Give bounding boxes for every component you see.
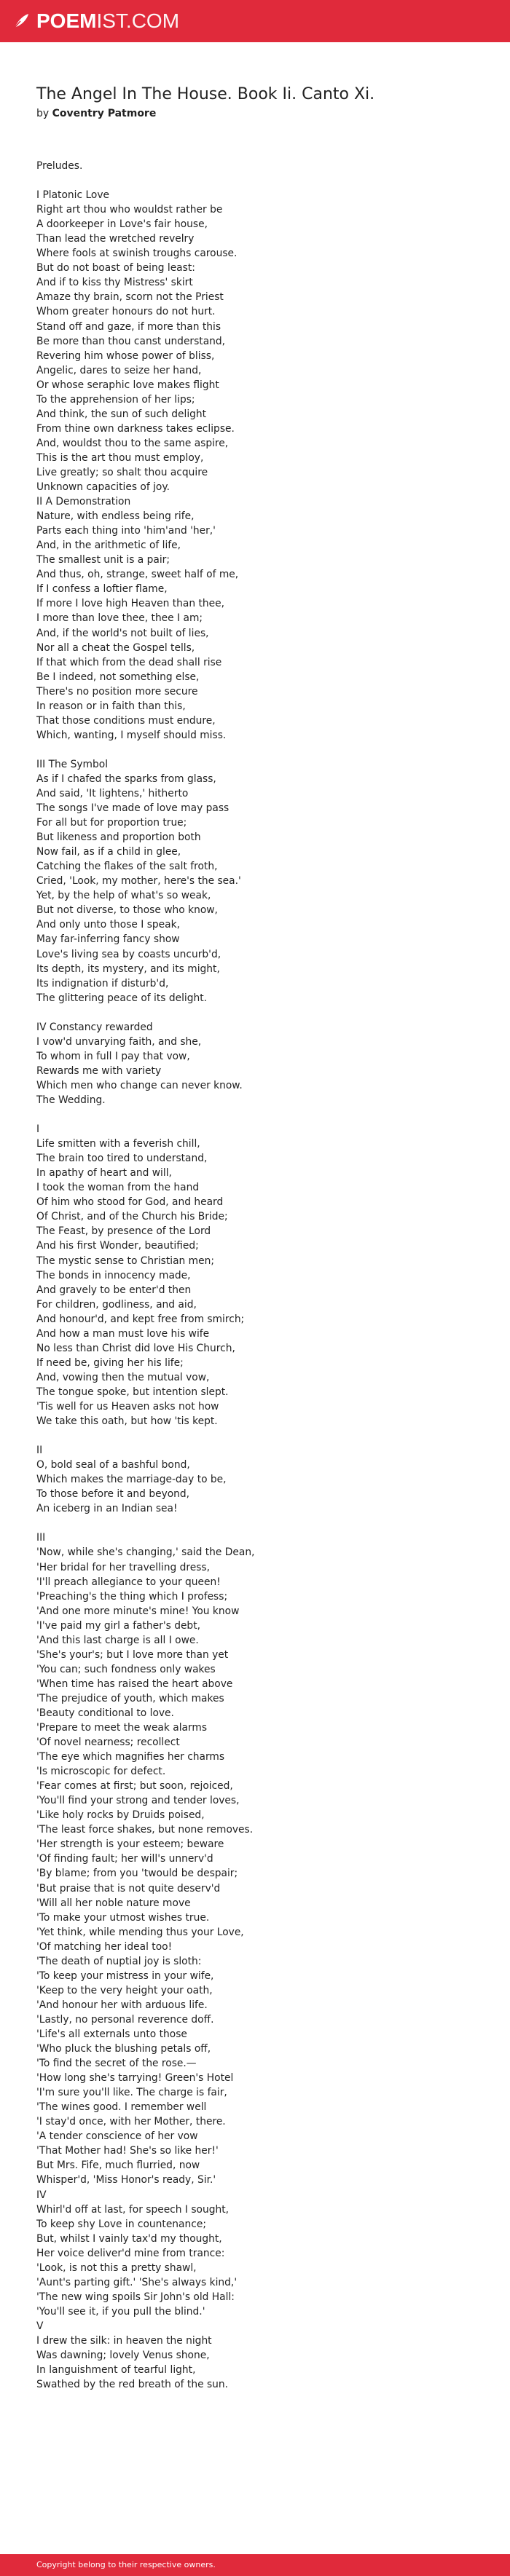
poem-line: In apathy of heart and will, [36,1167,172,1180]
poem-line: If need be, giving her his life; [36,1356,184,1369]
poem-line: The Feast, by presence of the Lord [36,1225,211,1238]
poem-line: But likeness and proportion both [36,831,201,844]
poem-line: Angelic, dares to seize her hand, [36,364,202,376]
poem-line [36,173,474,188]
poem-line: Which men who change can never know. [36,1079,243,1091]
poem-line: I vow'd unvarying faith, and she, [36,1035,202,1048]
poem-line [36,1429,474,1443]
poem-line: 'But praise that is not quite deserv'd [36,1882,221,1895]
poem-line: The Wedding. [36,1094,106,1106]
poem-line: 'When time has raised the heart above [36,1678,233,1690]
site-logo[interactable] [12,9,179,33]
poem-line: 'The death of nuptial joy is sloth: [36,1955,202,1967]
poem-line: And gravely to be enter'd then [36,1284,192,1296]
poem-line: Be I indeed, not something else, [36,671,200,683]
poem-line: 'You'll find your strong and tender loves, [36,1795,240,1807]
poem-line: Of Christ, and of the Church his Bride; [36,1211,228,1223]
poem-line: And if to kiss thy Mistress' skirt [36,277,193,289]
byline [36,106,474,121]
poem-line: This is the art thou must employ, [36,451,204,464]
poem-line: To keep shy Love in countenance; [36,2218,206,2230]
poem-line: The tongue spoke, but intention slept. [36,1386,229,1398]
poem-line: Rewards me with variety [36,1064,162,1077]
poem-line: O, bold seal of a bashful bond, [36,1459,190,1471]
poem-line: 'Life's all externals unto those [36,2028,187,2040]
poem-line: 'Aunt's parting gift.' 'She's always kind,' [36,2276,238,2288]
poem-line: 'Preaching's the thing which I profess; [36,1590,228,1603]
poem-line: 'Her strength is your esteem; beware [36,1838,224,1851]
poem-line: But Mrs. Fife, much flurried, now [36,2160,200,2172]
poem-line: The songs I've made of love may pass [36,802,230,815]
copyright-notice: Copyright belong to their respective owners. [36,2560,216,2569]
poem-line: An iceberg in an Indian sea! [36,1503,178,1515]
poem-header [36,84,474,121]
poem-line: The mystic sense to Christian men; [36,1255,214,1267]
poem-line: 'To make your utmost wishes true. [36,1911,210,1924]
poem-line: And, in the arithmetic of life, [36,540,181,552]
poem-line: For children, godliness, and aid, [36,1298,197,1311]
poem-line: II A Demonstration [36,496,131,508]
poem-line: 'Beauty conditional to love. [36,1707,174,1719]
poem-line: 'Her bridal for her travelling dress, [36,1561,211,1573]
poem-line: I drew the silk: in heaven the night [36,2334,212,2347]
poem-line: There's no position more secure [36,685,198,698]
poem-line: Of him who stood for God, and heard [36,1196,224,1209]
poem-line: Nor all a cheat the Gospel tells, [36,641,195,654]
poem-line: Her voice deliver'd mine from trance: [36,2247,225,2259]
poem-line: 'And honour her with arduous life. [36,1999,208,2011]
logo-text-bold: POEM [36,9,97,32]
poem-line: And his first Wonder, beautified; [36,1240,199,1252]
poem-line: 'That Mother had! She's so like her!' [36,2145,219,2157]
poem-line: And think, the sun of such delight [36,408,207,420]
poem-line: 'I've paid my girl a father's debt, [36,1619,200,1632]
quill-icon [12,12,31,31]
poem-line: And said, 'It lightens,' hitherto [36,788,189,800]
poem-line: 'Now, while she's changing,' said the Dean, [36,1546,255,1559]
poem-line: Its depth, its mystery, and its might, [36,963,220,975]
poem-line: II [36,1445,43,1457]
poem-line: If I confess a loftier flame, [36,583,168,596]
poem-line: 'The new wing spoils Sir John's old Hall: [36,2291,235,2303]
poem-line: 'You can; such fondness only wakes [36,1663,216,1675]
poem-line: 'I stay'd once, with her Mother, there. [36,2116,226,2128]
poem-line: 'Prepare to meet the weak alarms [36,1722,208,1734]
poem-line: For all but for proportion true; [36,817,187,829]
poem-line: 'I'm sure you'll like. The charge is fair, [36,2087,227,2099]
poem-line: Revering him whose power of bliss, [36,349,215,362]
poem-line: To whom in full I pay that vow, [36,1050,190,1062]
poem-line: And, wouldst thou to the same aspire, [36,437,229,449]
poem-line: Parts each thing into 'him'and 'her,' [36,525,216,537]
poem-line: In languishment of tearful light, [36,2364,196,2377]
poem-line: 'The wines good. I remember well [36,2101,207,2114]
poem-line: I more than love thee, thee I am; [36,612,203,625]
poem-line: The smallest unit is a pair; [36,554,170,566]
poem-line: No less than Christ did love His Church, [36,1342,235,1354]
poem-line: Amaze thy brain, scorn not the Priest [36,291,224,304]
poem-line: 'By blame; from you 'twould be despair; [36,1868,238,1880]
poem-line: But not diverse, to those who know, [36,904,218,917]
poem-line: 'Fear comes at first; but soon, rejoiced, [36,1780,233,1793]
poem-line: Right art thou who wouldst rather be [36,204,223,216]
poem-line: Its indignation if disturb'd, [36,977,169,989]
poem-line: From thine own darkness takes eclipse. [36,422,235,435]
poem-line: We take this oath, but how 'tis kept. [36,1415,218,1428]
poem-line: I Platonic Love [36,189,110,202]
poem-line: Cried, 'Look, my mother, here's the sea.' [36,875,241,888]
poem-line: 'Yet think, while mending thus your Love, [36,1926,244,1938]
poem-line: And, vowing then the mutual vow, [36,1371,210,1383]
poem-line: Than lead the wretched revelry [36,233,195,245]
poem-line: If more I love high Heaven than thee, [36,598,225,610]
poem-line: Life smitten with a feverish chill, [36,1138,200,1150]
poem-line: 'To find the secret of the rose.— [36,2058,197,2070]
poem-line: The bonds in innocency made, [36,1269,191,1281]
byline-prefix: by [36,108,50,119]
poem-line: Stand off and gaze, if more than this [36,320,221,333]
poem-line: 'She's your's; but I love more than yet [36,1648,229,1661]
logo-text-light: IST.COM [96,9,180,32]
poem-line [36,1005,474,1020]
poem-line: Which makes the marriage-day to be, [36,1474,227,1486]
poem-line: 'The least force shakes, but none removes. [36,1824,254,1836]
poem-line: III [36,1532,46,1544]
poem-line: And, if the world's not built of lies, [36,627,209,639]
poem-line: To those before it and beyond, [36,1488,190,1501]
poem-line: 'Of matching her ideal too! [36,1940,173,1953]
poem-line [36,1107,474,1122]
poem-line: 'To keep your mistress in your wife, [36,1969,214,1982]
poem-line: Yet, by the help of what's so weak, [36,890,211,902]
poem-line: And only unto those I speak, [36,919,180,931]
poem-line: If that which from the dead shall rise [36,656,222,668]
poem-line: 'Of novel nearness; recollect [36,1737,180,1749]
poem-line: But do not boast of being least: [36,262,195,274]
poem-line: As if I chafed the sparks from glass, [36,773,216,785]
poem-line: 'Will all her noble nature move [36,1897,191,1909]
poem-line: III The Symbol [36,758,109,770]
poem-line: Love's living sea by coasts uncurb'd, [36,948,221,960]
author-link[interactable]: Coventry Patmore [52,108,157,119]
poem-line: 'Of finding fault; her will's unnerv'd [36,1853,213,1865]
poem-line: Where fools at swinish troughs carouse. [36,248,238,260]
site-footer [0,2554,510,2576]
poem-line: Be more than thou canst understand, [36,335,226,347]
poem-line: 'Like holy rocks by Druids poised, [36,1809,205,1822]
poem-line: Preludes. [36,160,83,172]
poem-line: Now fail, as if a child in glee, [36,846,181,858]
poem-line: 'The eye which magnifies her charms [36,1751,225,1763]
poem-line: May far-inferring fancy show [36,933,180,946]
poem-line: The glittering peace of its delight. [36,992,208,1004]
poem-line: 'Tis well for us Heaven asks not how [36,1400,219,1413]
poem-line [36,743,474,757]
poem-line: 'Look, is not this a pretty shawl, [36,2261,197,2274]
poem-line: Live greatly; so shalt thou acquire [36,466,208,478]
poem-line: Unknown capacities of joy. [36,481,170,494]
poem-line: 'How long she's tarrying! Green's Hotel [36,2072,234,2085]
poem-line: 'And this last charge is all I owe. [36,1634,199,1646]
poem-line: Swathed by the red breath of the sun. [36,2379,229,2391]
poem-line: 'Lastly, no personal reverence doff. [36,2013,214,2026]
poem-line: And how a man must love his wife [36,1327,210,1340]
poem-line: Or whose seraphic love makes flight [36,379,219,391]
poem-line [36,1516,474,1530]
poem-line: A doorkeeper in Love's fair house, [36,218,208,231]
poem-line: That those conditions must endure, [36,714,216,727]
poem-line: In reason or in faith than this, [36,700,186,712]
poem-line: I [36,1123,40,1136]
poem-line: 'Is microscopic for defect. [36,1766,166,1778]
poem-line: Which, wanting, I myself should miss. [36,729,227,741]
poem-line: But, whilst I vainly tax'd my thought, [36,2232,222,2245]
poem-line: Was dawning; lovely Venus shone, [36,2350,210,2362]
poem-line: 'A tender conscience of her vow [36,2130,198,2143]
poem-line: Whom greater honours do not hurt. [36,306,216,318]
poem-line: To the apprehension of her lips; [36,393,195,406]
poem-line: Nature, with endless being rife, [36,510,195,523]
poem-line: I took the woman from the hand [36,1182,200,1194]
poem-line: Whisper'd, 'Miss Honor's ready, Sir.' [36,2174,216,2186]
poem-body [36,159,474,2392]
poem-line: 'I'll preach allegiance to your queen! [36,1576,221,1588]
poem-line: 'Who pluck the blushing petals off, [36,2043,211,2055]
poem-line: 'You'll see it, if you pull the blind.' [36,2305,205,2318]
poem-line: 'Keep to the very height your oath, [36,1984,213,1996]
poem-line: V [36,2320,44,2332]
poem-line: Whirl'd off at last, for speech I sought, [36,2203,230,2216]
poem-line: IV [36,2189,47,2201]
site-header [0,0,510,42]
poem-title: The Angel In The House. Book Ii. Canto Xi. [36,85,375,103]
poem-line: The brain too tired to understand, [36,1153,208,1165]
poem-line: And honour'd, and kept free from smirch; [36,1313,245,1325]
poem-line: IV Constancy rewarded [36,1021,153,1033]
poem-line: And thus, oh, strange, sweet half of me, [36,569,239,581]
poem-line: Catching the flakes of the salt froth, [36,861,218,873]
poem-line: 'The prejudice of youth, which makes [36,1692,224,1704]
poem-line: 'And one more minute's mine! You know [36,1605,240,1617]
